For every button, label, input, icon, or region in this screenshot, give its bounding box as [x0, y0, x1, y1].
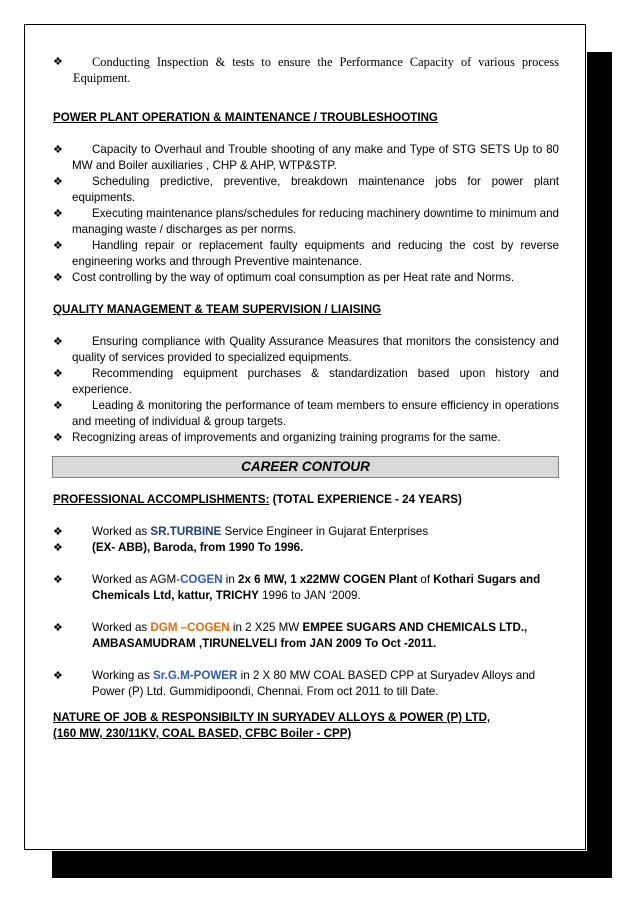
- document-content: [53, 54, 559, 742]
- job-role: Sr.G.M-POWER: [153, 669, 238, 682]
- job-text: Worked as AGM-: [92, 573, 181, 586]
- job-entry-1: [53, 524, 559, 540]
- page-shadow-bottom: [52, 851, 612, 878]
- list-item: [53, 174, 559, 206]
- list-item: [53, 430, 559, 446]
- list-item-text: Capacity to Overhaul and Trouble shooting of any make and Type of STG SETS Up to 80 MW and Boiler auxiliaries , CHP & AHP, WTP&STP.: [72, 143, 559, 172]
- list-item-text: Leading & monitoring the performance of team members to ensure efficiency in operations and meeting of individual & group targets.: [72, 399, 559, 428]
- diamond-bullet-icon: ❖: [53, 670, 63, 682]
- list-item-text: Recognizing areas of improvements and organizing training programs for the same.: [72, 431, 501, 444]
- diamond-bullet-icon: ❖: [53, 526, 63, 538]
- job-role: COGEN: [180, 573, 223, 586]
- diamond-bullet-icon: ❖: [53, 400, 63, 412]
- diamond-bullet-icon: ❖: [53, 144, 63, 156]
- career-contour-banner: CAREER CONTOUR: [52, 456, 559, 478]
- diamond-bullet-icon: ❖: [53, 272, 63, 284]
- accomplishments-heading-label: PROFESSIONAL ACCOMPLISHMENTS:: [53, 493, 270, 506]
- diamond-bullet-icon: ❖: [53, 240, 63, 252]
- job-entry-2: [53, 572, 559, 604]
- job-text: in: [222, 573, 239, 586]
- job-text: Worked as: [92, 525, 151, 538]
- diamond-bullet-icon: ❖: [53, 622, 63, 634]
- list-item: [53, 366, 559, 398]
- list-item-text: Recommending equipment purchases & standardization based upon history and experience.: [72, 367, 559, 396]
- job-entry-1-line2: [53, 540, 559, 556]
- nature-heading-line1: NATURE OF JOB & RESPONSIBILTY IN SURYADEV ALLOYS & POWER (P) LTD,: [53, 711, 491, 724]
- list-item: [53, 334, 559, 366]
- job-company: Kothari Sugars and Chemicals Ltd, kattur, TRICHY: [92, 573, 541, 602]
- job-text: (EX- ABB), Baroda, from 1990 To 1996.: [92, 541, 304, 554]
- diamond-bullet-icon: ❖: [53, 208, 63, 220]
- diamond-bullet-icon: ❖: [53, 368, 63, 380]
- list-item-text: Executing maintenance plans/schedules for reducing machinery downtime to minimum and managing waste / discharges as per norms.: [72, 207, 559, 236]
- diamond-bullet-icon: ❖: [53, 336, 63, 348]
- job-company: EMPEE SUGARS AND CHEMICALS LTD., AMBASAMUDRAM ,TIRUNELVELI from JAN 2009 To Oct -2011.: [92, 621, 528, 650]
- section-heading-quality: QUALITY MANAGEMENT & TEAM SUPERVISION / LIAISING: [53, 303, 382, 316]
- diamond-bullet-icon: ❖: [53, 574, 63, 586]
- nature-heading-line2: (160 MW, 230/11KV, COAL BASED, CFBC Boiler - CPP): [53, 727, 352, 740]
- list-item-text: Scheduling predictive, preventive, breakdown maintenance jobs for power plant equipments.: [72, 175, 559, 204]
- list-item: [53, 206, 559, 238]
- list-item-text: Cost controlling by the way of optimum coal consumption as per Heat rate and Norms.: [72, 271, 515, 284]
- job-entry-3: [53, 620, 559, 652]
- job-text: Service Engineer in Gujarat Enterprises: [221, 525, 429, 538]
- job-text: Worked as: [92, 621, 151, 634]
- diamond-bullet-icon: ❖: [53, 432, 63, 444]
- job-role: DGM –COGEN: [150, 621, 230, 634]
- accomplishments-heading-experience: (TOTAL EXPERIENCE - 24 YEARS): [269, 493, 462, 506]
- diamond-bullet-icon: ❖: [53, 176, 63, 188]
- intro-bullet-text: Conducting Inspection & tests to ensure the Performance Capacity of various process Equipment.: [73, 55, 559, 85]
- section-heading-operation: POWER PLANT OPERATION & MAINTENANCE / TROUBLESHOOTING: [53, 111, 438, 124]
- job-text: in 2 X25 MW: [229, 621, 303, 634]
- list-item: [53, 142, 559, 174]
- job-text: Working as: [92, 669, 153, 682]
- job-text: 1996 to JAN ‘2009.: [258, 589, 361, 602]
- job-role: SR.TURBINE: [150, 525, 222, 538]
- list-item: [53, 238, 559, 270]
- page-shadow-right: [587, 52, 612, 878]
- intro-bullet: [53, 54, 559, 86]
- list-item: [53, 398, 559, 430]
- list-item-text: Ensuring compliance with Quality Assurance Measures that monitors the consistency and quality of services provided to specialized equipments.: [72, 335, 559, 364]
- diamond-bullet-icon: ❖: [53, 542, 63, 554]
- job-text: in 2 X 80 MW COAL BASED CPP at Suryadev Alloys and Power (P) Ltd. Gummidipoondi, Chennai. From oct 2011 to till Date.: [92, 669, 536, 698]
- job-capacity: 2x 6 MW, 1 x22MW COGEN Plant: [238, 573, 418, 586]
- diamond-bullet-icon: ❖: [53, 56, 63, 68]
- job-text: of: [417, 573, 434, 586]
- accomplishments-heading: [53, 492, 559, 508]
- job-entry-4: [53, 668, 559, 700]
- list-item: [53, 270, 559, 286]
- list-item-text: Handling repair or replacement faulty equipments and reducing the cost by reverse engineering works and through Preventive maintenance.: [72, 239, 559, 268]
